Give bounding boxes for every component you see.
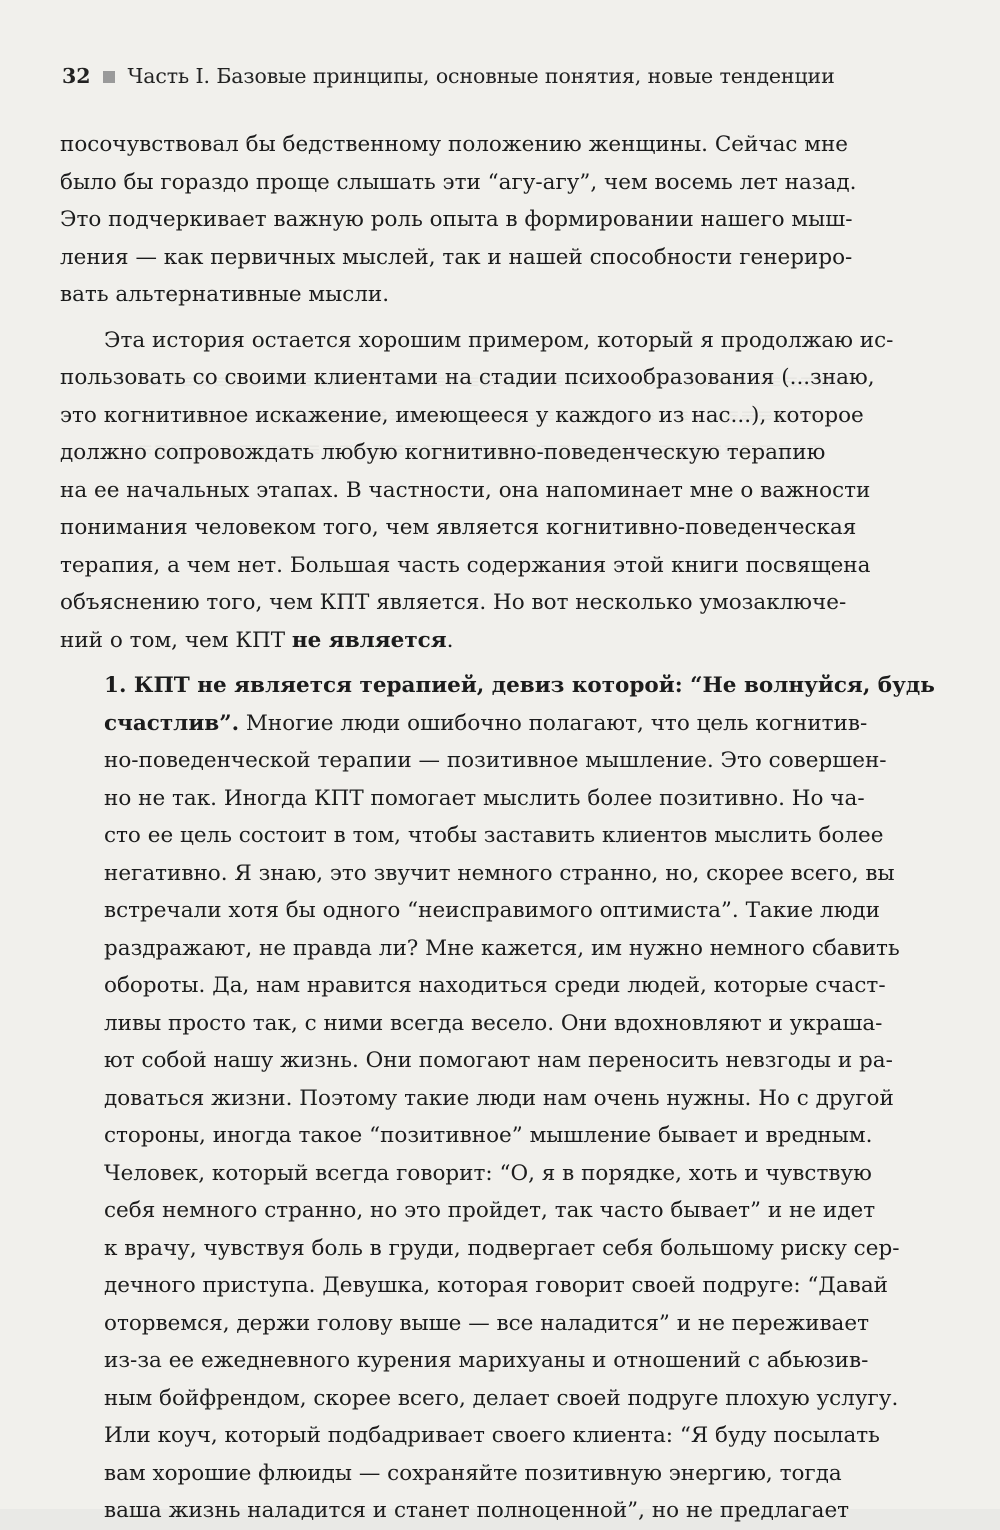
text-line: Это подчеркивает важную роль опыта в формировании нашего мыш- (60, 207, 853, 232)
text-line: терапия, а чем нет. Большая часть содержания этой книги посвящена (60, 552, 871, 578)
text-line: Человек, который всегда говорит: “О, я в порядке, хоть и чувствую (104, 1160, 872, 1186)
text-line: вать альтернативные мысли. (60, 282, 390, 307)
text-line: встречали хотя бы одного “неисправимого оптимиста”. Такие люди (104, 898, 880, 923)
body-text (60, 126, 965, 1530)
text-line: объяснению того, чем КПТ является. Но вот несколько умозаключе- (60, 590, 847, 615)
text-line: раздражают, не правда ли? Мне кажется, им нужно немного сбавить (104, 935, 900, 961)
text-line: ют собой нашу жизнь. Они помогают нам переносить невзгоды и ра- (104, 1048, 893, 1073)
text-line: стороны, иногда такое “позитивное” мышление бывает и вредным. (104, 1123, 873, 1148)
page-number: 32 (62, 64, 91, 88)
text-line (60, 705, 965, 743)
text-line: это когнитивное искажение, имеющееся у каждого из нас...), которое (60, 402, 864, 428)
item-heading: 1. КПТ не является терапией, девиз которой: “Не волнуйся, будь (104, 673, 935, 698)
text-line: пользовать со своими клиентами на стадии психообразования (...знаю, (60, 365, 875, 390)
text-fragment: Многие люди ошибочно полагают, что цель когнитив- (239, 710, 868, 736)
text-line: негативно. Я знаю, это звучит немного странно, но, скорее всего, вы (104, 860, 895, 886)
item-heading-end: счастлив”. (104, 710, 240, 736)
text-line: ливы просто так, с ними всегда весело. Они вдохновляют и украша- (104, 1010, 883, 1036)
text-line: понимания человеком того, чем является когнитивно-поведенческая (60, 515, 857, 540)
bold-emphasis: не является (291, 627, 447, 653)
text-line-final (60, 622, 965, 660)
text-line: Или коуч, который подбадривает своего клиента: “Я буду посылать (104, 1423, 880, 1448)
text-line: ления — как первичных мыслей, так и нашей способности генериро- (60, 244, 853, 270)
text-line: дечного приступа. Девушка, которая говорит своей подруге: “Давай (104, 1273, 888, 1298)
text-fragment: ний о том, чем КПТ (60, 627, 292, 653)
text-line: должно сопровождать любую когнитивно-поведенческую терапию (60, 440, 826, 465)
running-title: Часть I. Базовые принципы, основные понятия, новые тенденции (127, 64, 835, 88)
square-ornament-icon (103, 71, 115, 83)
text-line: доваться жизни. Поэтому такие люди нам очень нужны. Но с другой (104, 1085, 894, 1111)
numbered-item-1 (60, 667, 965, 1530)
text-line: ным бойфрендом, скорее всего, делает своей подруге плохую услугу. (104, 1385, 899, 1411)
text-line: к врачу, чувствуя боль в груди, подвергает себя большому риску сер- (104, 1235, 900, 1261)
running-header (62, 62, 962, 90)
text-line: обороты. Да, нам нравится находиться среди людей, которые счаст- (104, 973, 886, 998)
paragraph-continuation (60, 126, 965, 314)
text-line: сто ее цель состоит в том, чтобы заставить клиентов мыслить более (104, 823, 884, 848)
paragraph-story-example (60, 322, 965, 660)
text-line: себя немного странно, но это пройдет, так часто бывает” и не идет (104, 1198, 876, 1223)
text-line: из-за ее ежедневного курения марихуаны и отношений с абьюзив- (104, 1348, 869, 1373)
text-line: но не так. Иногда КПТ помогает мыслить более позитивно. Но ча- (104, 785, 865, 811)
text-line: ваша жизнь наладится и станет полноценной”, но не предлагает (104, 1498, 850, 1523)
text-line: но-поведенческой терапии — позитивное мышление. Это совершен- (104, 748, 887, 773)
text-line: Эта история остается хорошим примером, который я продолжаю ис- (104, 327, 894, 353)
text-line: на ее начальных этапах. В частности, она напоминает мне о важности (60, 477, 871, 503)
text-line: оторвемся, держи голову выше — все наладится” и не переживает (104, 1310, 869, 1336)
text-line: вам хорошие флюиды — сохраняйте позитивную энергию, тогда (104, 1460, 842, 1486)
text-line: посочувствовал бы бедственному положению женщины. Сейчас мне (60, 132, 849, 157)
text-line: было бы гораздо проще слышать эти “агу-агу”, чем восемь лет назад. (60, 169, 857, 195)
text-fragment: . (446, 627, 454, 653)
